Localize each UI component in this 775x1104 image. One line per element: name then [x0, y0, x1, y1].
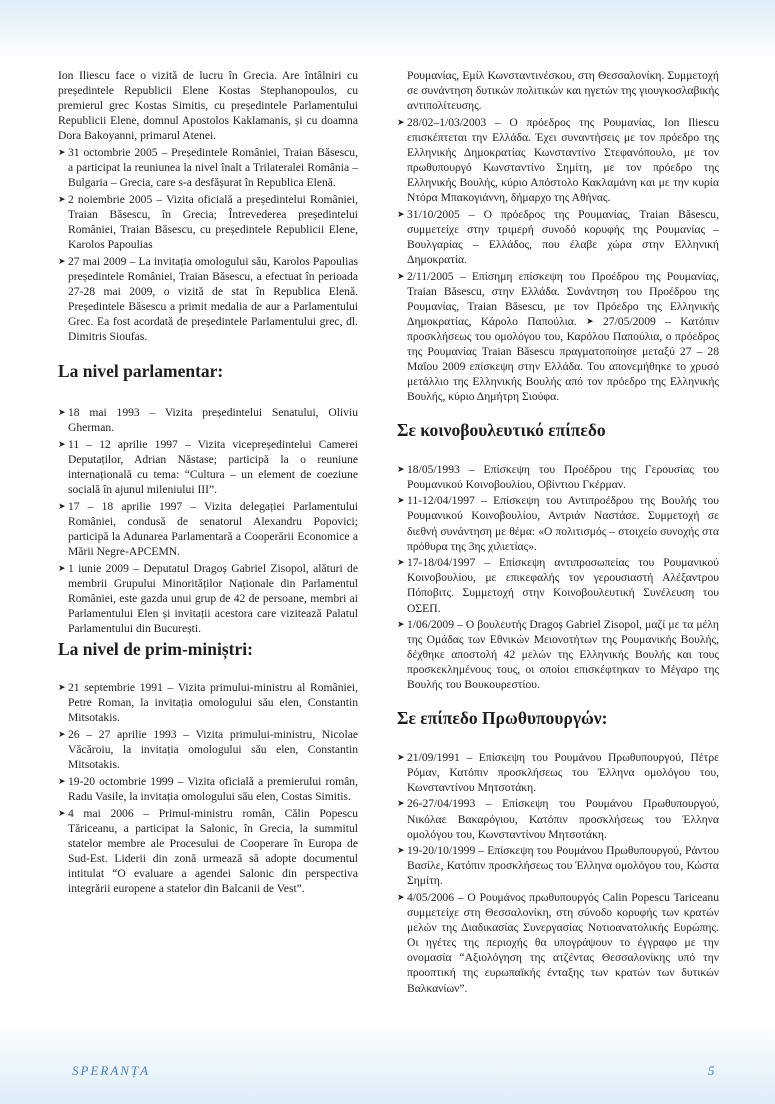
arrow-bullet-icon: ➤: [397, 751, 405, 762]
list-item: ➤ 26-27/04/1993 – Επίσκεψη του Ρουμάνου Πρωθυπουργού, Νικόλαε Βακαρόγιου, Κατόπιν προσκλήσεως του Έλληνα ομολόγου του, Κωνσταντίνου Μητσοτάκη.: [397, 797, 719, 841]
magazine-name: SPERANȚA: [72, 1063, 151, 1078]
list-item: ➤ 21 septembrie 1991 – Vizita primului-ministru al României, Petre Roman, la invitația omologului său elen, Constantin Mitsotakis.: [58, 681, 358, 725]
right-column: [397, 68, 719, 997]
list-item: ➤ 18/05/1993 – Επίσκεψη του Προέδρου της Γερουσίας του Ρουμανικού Κοινοβουλίου, Οβίντιου Γκέρμαν.: [397, 462, 719, 491]
arrow-bullet-icon: ➤: [397, 892, 405, 902]
list-item: ➤ 17 – 18 aprilie 1997 – Vizita delegației Parlamentului României, condusă de senatorul Alexandru Popovici; participă la Adunarea Parlamentară a Cooperării Economice a Mării Negre-APCEMN.: [58, 499, 358, 559]
list-item: ➤ 11-12/04/1997 – Επίσκεψη του Αντιπροέδρου της Βουλής του Ρουμανικού Κοινοβουλίου, Αντριάν Ναστάσε. Συμμετοχή σε διεθνή συνάντηση με θέμα: «Ο πολιτισμός – στοιχείο συνοχής στα πρόθυρα της 3ης χιλιετίας».: [397, 494, 719, 553]
arrow-bullet-icon: ➤: [58, 807, 66, 818]
list-item: ➤ 19-20 octombrie 1999 – Vizita oficială a premierului român, Radu Vasile, la invitația omologului său elen, Costas Simitis.: [58, 774, 358, 803]
arrow-bullet-icon: ➤: [58, 729, 66, 740]
section-heading-prime-ministers: La nivel de prim-miniștri:: [58, 639, 253, 660]
arrow-bullet-icon: ➤: [397, 557, 405, 568]
arrow-bullet-icon: ➤: [58, 775, 66, 786]
arrow-bullet-icon: ➤: [58, 407, 66, 418]
list-item: ➤ 31/10/2005 – Ο πρόεδρος της Ρουμανίας, Traian Băsescu, συμμετείχε στην τριμερή συνοδό κορυφής της Ρουμανίας – Βουλγαρίας – Ελλάδος, που έλαβε χώρα στην Ελληνική Δημοκρατία.: [397, 207, 719, 267]
page-number: 5: [708, 1063, 715, 1078]
arrow-bullet-icon: ➤: [397, 845, 405, 856]
list-item: ➤ 11 – 12 aprilie 1997 – Vizita vicepreședintelui Camerei Deputaților, Adrian Năstase; participă la o reuniune internațională cu tema: “Cultura – un element de coeziune socială în ajunul mileniului III”.: [58, 437, 358, 497]
arrow-bullet-icon: ➤: [397, 208, 405, 219]
arrow-bullet-icon: ➤: [397, 495, 405, 506]
section-heading-prime-ministers-greek: Σε επίπεδο Πρωθυπουργών:: [397, 707, 608, 728]
arrow-bullet-icon: ➤: [58, 193, 66, 204]
left-column: [58, 68, 358, 898]
arrow-bullet-icon: ➤: [397, 798, 405, 809]
section-heading-parliamentary: La nivel parlamentar:: [58, 361, 224, 382]
arrow-bullet-icon: ➤: [397, 116, 405, 127]
arrow-bullet-icon: ➤: [58, 562, 66, 573]
list-item: ➤ 19-20/10/1999 – Επίσκεψη του Ρουμάνου Πρωθυπουργού, Ράντου Βασίλε, Κατόπιν προσκλήσεως του Έλληνα ομολόγου του, Κώστα Σημίτη.: [397, 844, 719, 888]
list-item: ➤ 2/11/2005 – Επίσημη επίσκεψη του Προέδρου της Ρουμανίας, Traian Băsescu, στην Ελλάδα. Συνάντηση του Προέδρου της Ρουμανίας, Traian Băsescu, με τον Πρόεδρο της Ελληνικής Δημοκρατίας, Κάρολο Παπούλια. ➤ 27/05/2009 – Κατόπιν προσκλήσεως του ομολόγου του, Καρόλου Παπούλια, ο πρόεδρος της Ρουμανίας Traian Băsescu πραγματοποίησε μεταξύ 27 – 28 Μαΐου 2009 επίσκεψη στην Ελλάδα. Του απονεμήθηκε το χρυσό μετάλλιο της Ελληνικής Βουλής από τον πρόεδρο της Ελληνικής Βουλής, κύριο Δημήτρη Σιούφα.: [397, 269, 719, 404]
arrow-bullet-icon: ➤: [397, 619, 405, 630]
arrow-bullet-icon: ➤: [58, 438, 66, 449]
section-heading-parliamentary-greek: Σε κοινοβουλευτικό επίπεδο: [397, 419, 606, 440]
list-item: ➤ 4/05/2006 – Ο Ρουμάνος πρωθυπουργός Calin Popescu Tariceanu συμμετείχε στη Θεσσαλονίκη, στη σύνοδο κορυφής των κρατών μελών της Διαδικασίας Συνεργασίας Νοτιοανατολικής Ευρώπης. Οι ηγέτες της περιοχής θα υπογράψουν το έγγραφο με την ονομασία “Αξιολόγηση της ατζέντας Θεσσαλονίκης υπό την προοπτική της ευρωπαϊκής ένταξης των κρατών των δυτικών Βαλκανίων”.: [397, 891, 719, 995]
intro-paragraph: Ion Iliescu face o vizită de lucru în Grecia. Are întâlniri cu președintele Republicii Elene Kostas Stephanopoulos, cu premierul grec Kostas Simitis, cu președintele Parlamentului Republicii Elene, domnul Apostolos Kaklamanis, și cu doamna Dora Bakoyanni, primarul Atenei.: [58, 69, 358, 143]
intro-paragraph: Ρουμανίας, Εμίλ Κωνσταντινέσκου, στη Θεσσαλονίκη. Συμμετοχή σε συνάντηση δυτικών πολιτικών και ηγετών της γιουγκοσλαβικής αντιπολίτευσης.: [407, 69, 719, 113]
list-item: ➤ 17-18/04/1997 – Επίσκεψη αντιπροσωπείας του Ρουμανικού Κοινοβουλίου, με επικεφαλής τον γερουσιαστή Αλέξαντρου Πόποβιτς. Συμμετοχή στην Κοινοβουλευτική Συνέλευση του ΟΣΕΠ.: [397, 556, 719, 615]
list-item: ➤ 21/09/1991 – Επίσκεψη του Ρουμάνου Πρωθυπουργού, Πέτρε Ρόμαν, Κατόπιν προσκλήσεως του Έλληνα ομολόγου του, Κωνσταντίνου Μητσοτάκη.: [397, 750, 719, 794]
list-item: ➤ 1 iunie 2009 – Deputatul Dragoș Gabriel Zisopol, alături de membrii Grupului Minorităților Naționale din Parlamentul României, este gazda unui grup de 42 de persoane, membri ai Parlamentului Elen și invitații acestora care vizitează Palatul Parlamentului din București.: [58, 561, 358, 636]
arrow-bullet-icon: ➤: [586, 316, 594, 326]
list-item: ➤ 26 – 27 aprilie 1993 – Vizita primului-ministru, Nicolae Văcăroiu, la invitația omologului său elen, Constantin Mitsotakis.: [58, 728, 358, 772]
arrow-bullet-icon: ➤: [58, 682, 66, 693]
arrow-bullet-icon: ➤: [397, 270, 405, 281]
arrow-bullet-icon: ➤: [58, 146, 66, 157]
list-item: ➤ 18 mai 1993 – Vizita președintelui Senatului, Oliviu Gherman.: [58, 406, 358, 435]
arrow-bullet-icon: ➤: [58, 255, 66, 266]
list-item: ➤ 27 mai 2009 – La invitația omologului său, Karolos Papoulias președintele României, Traian Băsescu, a efectuat în perioada 27-28 mai 2009, o vizită de stat în Republica Elenă. Președintele Băsescu a primit medalia de aur a Parlamentului Grec. Ea fost acordată de președintele Parlamentului grec, dl. Dimitris Sioufas.: [58, 254, 358, 344]
arrow-bullet-icon: ➤: [58, 500, 66, 511]
arrow-bullet-icon: ➤: [397, 463, 405, 474]
list-item: ➤ 31 octombrie 2005 – Președintele României, Traian Băsescu, a participat la reuniunea la nivel înalt a Trilateralei România – Bulgaria – Grecia, care s-a desfășurat în Republica Elenă.: [58, 145, 358, 190]
list-item: ➤ 4 mai 2006 – Primul-ministru român, Călin Popescu Tăriceanu, a participat la Salonic, în Grecia, la summitul statelor membre ale Procesului de Cooperare în Europa de Sud-Est. Liderii din zonă urmează să adopte documentul intitulat “O evaluare a agendei Salonic din perspectiva integrării europene a statelor din Balcanii de Vest”.: [58, 806, 358, 895]
list-item: ➤ 1/06/2009 – Ο βουλευτής Dragoș Gabriel Zisopol, μαζί με τα μέλη της Ομάδας των Εθνικών Μειονοτήτων της Ρουμανικής Βουλής, δέχθηκε αποστολή 42 μελών της Ελληνικής Βουλής και τους προσκεκλημένους τους, οι οποίοι επισκέφτηκαν το Μέγαρο της Βουλής του Βουκουρεστίου.: [397, 618, 719, 692]
list-item: ➤ 28/02–1/03/2003 – Ο πρόεδρος της Ρουμανίας, Ion Iliescu επισκέπτεται την Ελλάδα. Έχει συναντήσεις με τον πρόεδρο της Ελληνικής Δημοκρατίας Κωνσταντίνο Στεφανόπουλο, με τον πρωθυπουργό Κωνσταντίνο Σημίτη, με τον πρόεδρο της Ελληνικής Βουλής, κύριο Απόστολο Κακλαμάνη και με την κυρία Ντόρα Μπακογιάννη, δήμαρχο της Αθήνας.: [397, 115, 719, 205]
list-item: ➤ 2 noiembrie 2005 – Vizita oficială a președintelui României, Traian Băsescu, în Grecia; Întrevederea președintelui României, Traian Băsescu, cu președintele Republicii Elene, Karolos Papoulias: [58, 192, 358, 252]
